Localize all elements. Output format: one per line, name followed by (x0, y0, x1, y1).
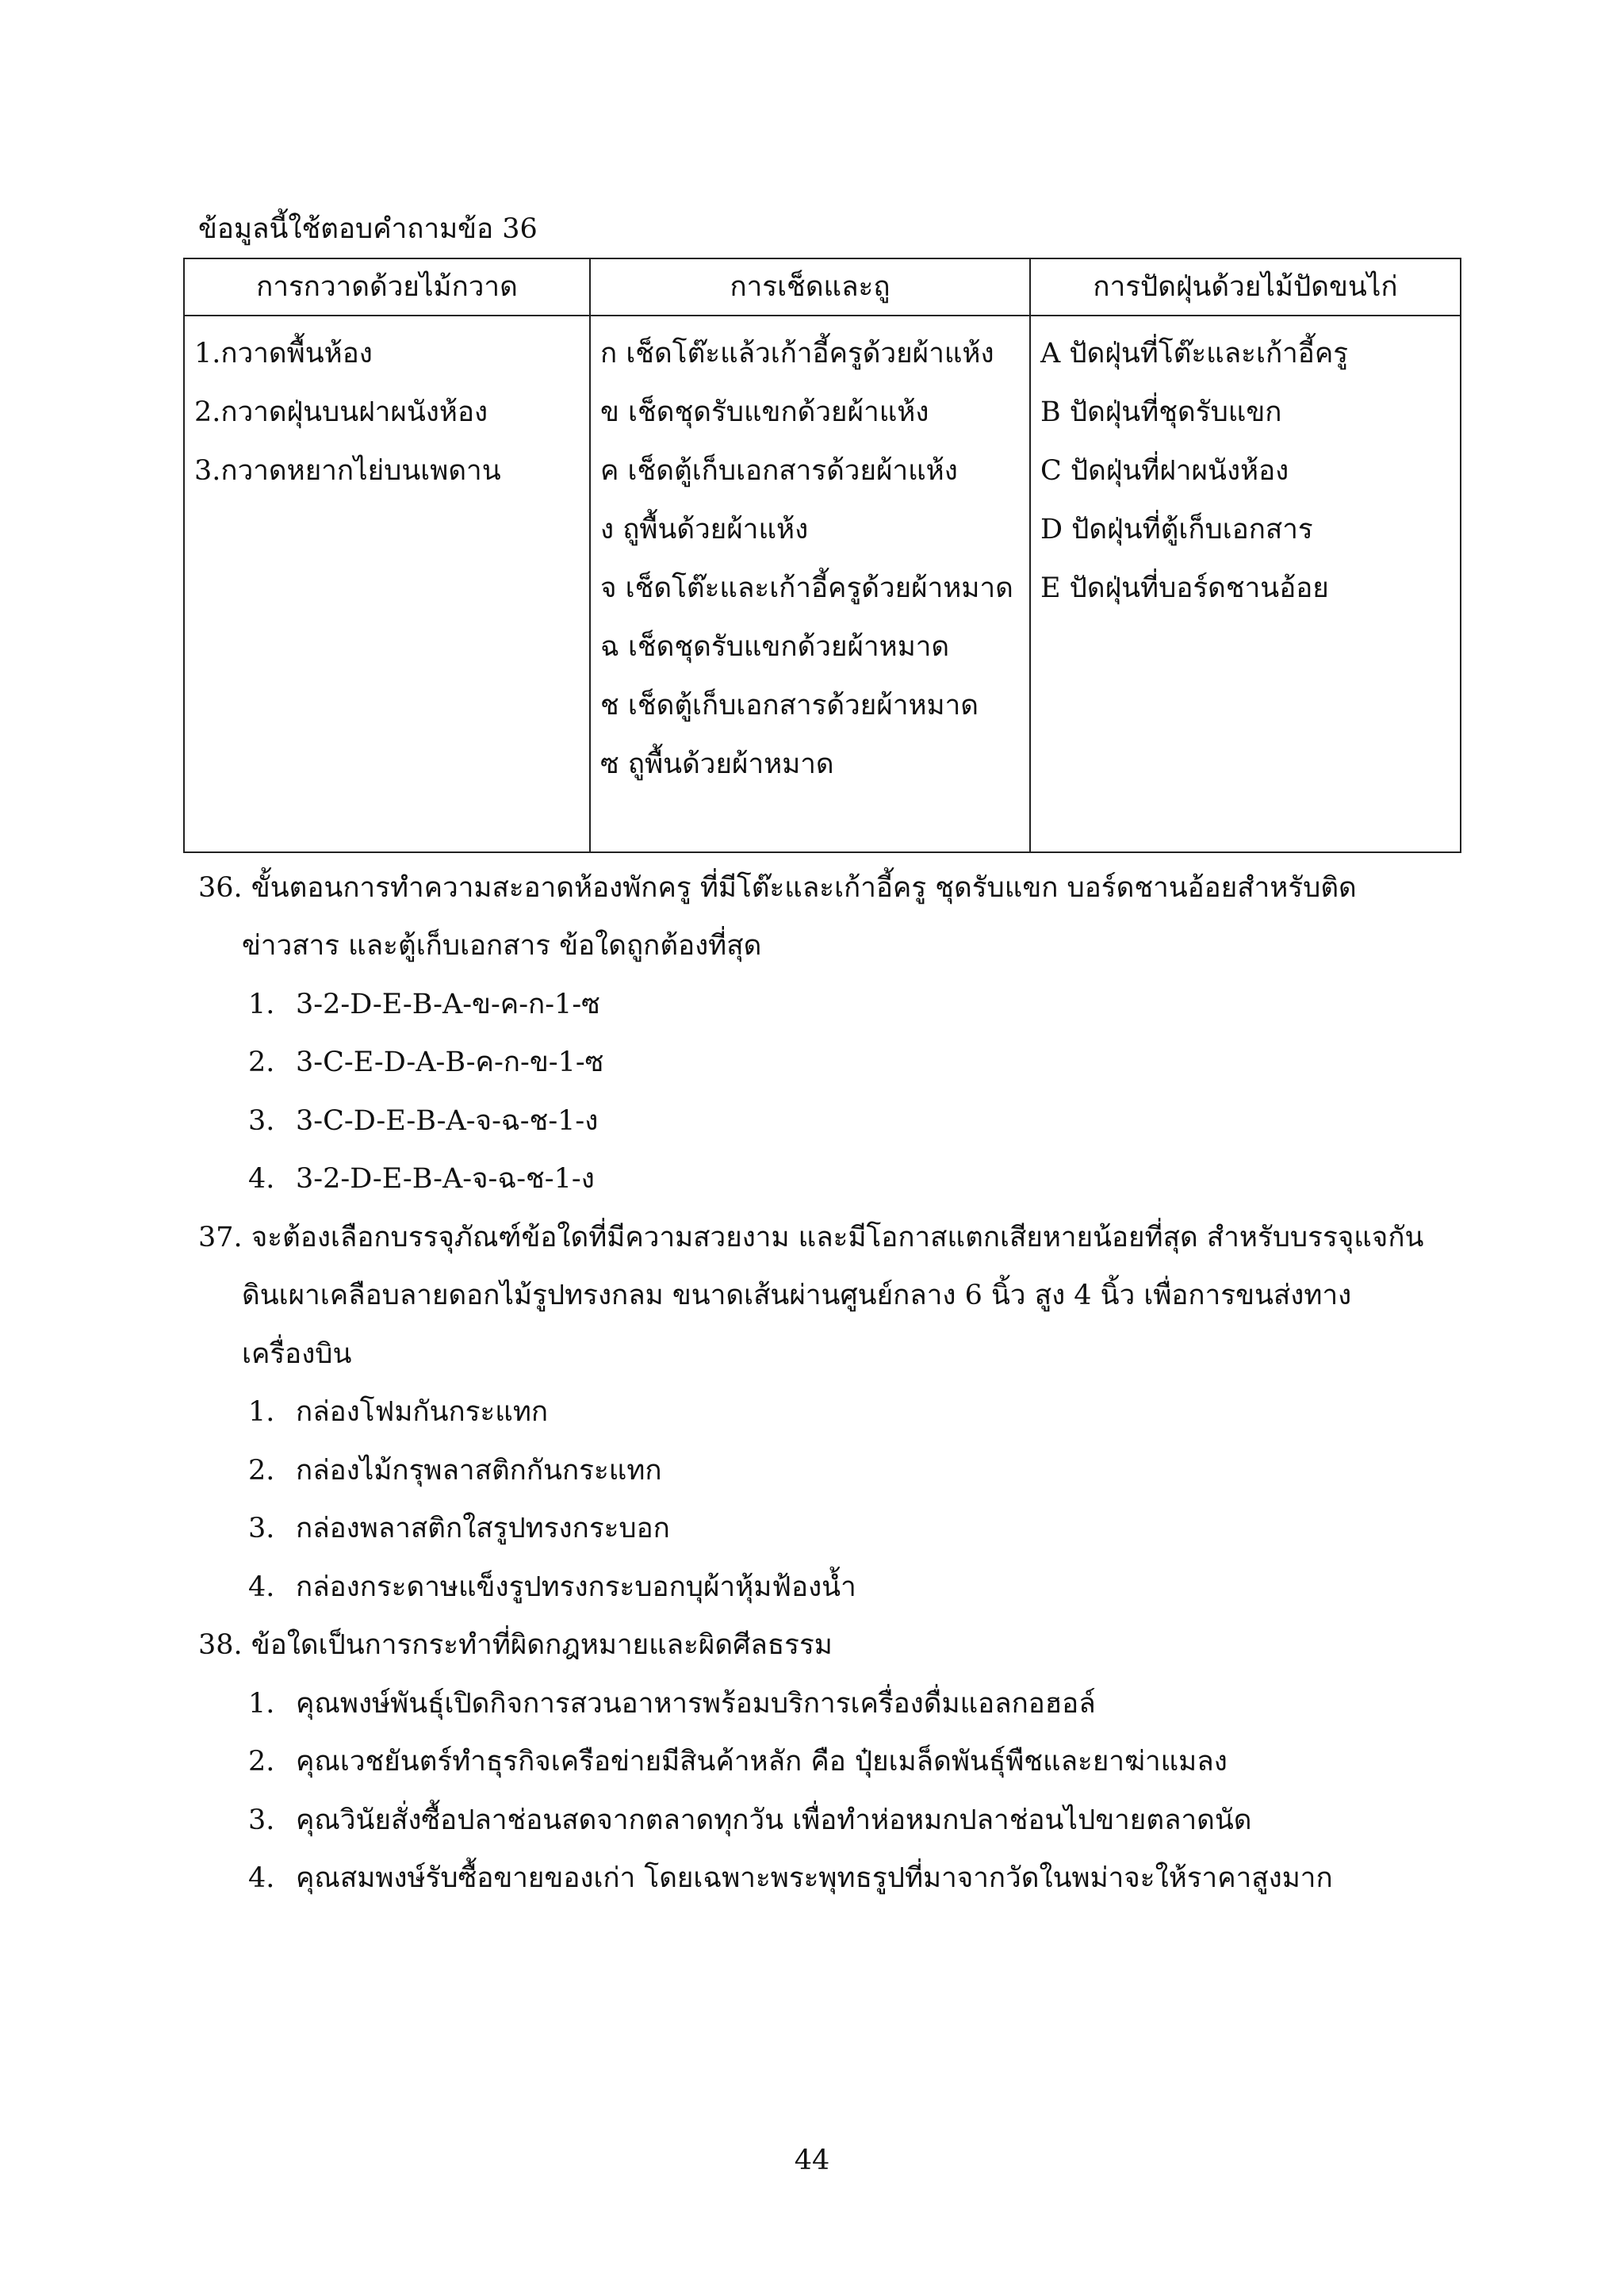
question-37-line-3: เครื่องบิน (242, 1338, 352, 1370)
question-36-option-3: 3. 3-C-D-E-B-A-จ-ฉ-ช-1-ง (248, 1105, 599, 1137)
question-37-option-4: 4. กล่องกระดาษแข็งรูปทรงกระบอกบุผ้าหุ้มฟ้องน้ำ (248, 1571, 856, 1603)
list-item: ข เช็ดชุดรับแขกด้วยผ้าแห้ง (600, 396, 929, 428)
header-wiping: การเช็ดและถู (590, 258, 1030, 316)
list-item: C ปัดฝุ่นที่ฝาผนังห้อง (1040, 455, 1289, 487)
header-dusting: การปัดฝุ่นด้วยไม้ปัดขนไก่ (1030, 258, 1461, 316)
question-37-option-1: 1. กล่องโฟมกันกระแทก (248, 1396, 549, 1428)
list-item: ก เช็ดโต๊ะแล้วเก้าอี้ครูด้วยผ้าแห้ง (600, 338, 994, 369)
question-38-option-1: 1. คุณพงษ์พันธุ์เปิดกิจการสวนอาหารพร้อมบริการเครื่องดื่มแอลกอฮอล์ (248, 1688, 1096, 1720)
question-37-line-1: 37. จะต้องเลือกบรรจุภัณฑ์ข้อใดที่มีความสวยงาม และมีโอกาสแตกเสียหายน้อยที่สุด สำหรับบรรจุแจกัน (198, 1222, 1424, 1253)
list-item: D ปัดฝุ่นที่ตู้เก็บเอกสาร (1040, 514, 1313, 545)
question-38-option-2: 2. คุณเวชยันตร์ทำธุรกิจเครือข่ายมีสินค้าหลัก คือ ปุ๋ยเมล็ดพันธุ์พืชและยาฆ่าแมลง (248, 1746, 1228, 1777)
list-item: ค เช็ดตู้เก็บเอกสารด้วยผ้าแห้ง (600, 455, 958, 487)
question-38-option-4: 4. คุณสมพงษ์รับซื้อขายของเก่า โดยเฉพาะพระพุทธรูปที่มาจากวัดในพม่าจะให้ราคาสูงมาก (248, 1862, 1333, 1894)
list-item: E ปัดฝุ่นที่บอร์ดชานอ้อย (1040, 572, 1329, 604)
question-37-line-2: ดินเผาเคลือบลายดอกไม้รูปทรงกลม ขนาดเส้นผ่านศูนย์กลาง 6 นิ้ว สูง 4 นิ้ว เพื่อการขนส่งทาง (242, 1280, 1352, 1311)
question-36-line-1: 36. ขั้นตอนการทำความสะอาดห้องพักครู ที่มีโต๊ะและเก้าอี้ครู ชุดรับแขก บอร์ดชานอ้อยสำหรับติด (198, 872, 1357, 904)
question-36-line-2: ข่าวสาร และตู้เก็บเอกสาร ข้อใดถูกต้องที่สุด (242, 930, 762, 962)
list-item: A ปัดฝุ่นที่โต๊ะและเก้าอี้ครู (1040, 338, 1349, 369)
list-item: 2.กวาดฝุ่นบนฝาผนังห้อง (194, 396, 488, 428)
question-37-option-2: 2. กล่องไม้กรุพลาสติกกันกระแทก (248, 1455, 662, 1487)
question-38-line-1: 38. ข้อใดเป็นการกระทำที่ผิดกฎหมายและผิดศีลธรรม (198, 1629, 833, 1661)
sweeping-cell (184, 316, 590, 852)
list-item: 3.กวาดหยากไย่บนเพดาน (194, 455, 501, 487)
question-37-option-3: 3. กล่องพลาสติกใสรูปทรงกระบอก (248, 1513, 670, 1544)
page-number: 44 (794, 2145, 830, 2176)
list-item: ช เช็ดตู้เก็บเอกสารด้วยผ้าหมาด (600, 690, 979, 721)
wiping-cell (590, 316, 1030, 852)
table-intro: ข้อมูลนี้ใช้ตอบคำถามข้อ 36 (198, 213, 538, 245)
dusting-cell (1030, 316, 1461, 852)
question-38-option-3: 3. คุณวินัยสั่งซื้อปลาช่อนสดจากตลาดทุกวัน เพื่อทำห่อหมกปลาช่อนไปขายตลาดนัด (248, 1804, 1252, 1836)
reference-table (183, 258, 1461, 853)
list-item: ซ ถูพื้นด้วยผ้าหมาด (600, 748, 834, 780)
question-36-option-2: 2. 3-C-E-D-A-B-ค-ก-ข-1-ซ (248, 1047, 604, 1078)
list-item: B ปัดฝุ่นที่ชุดรับแขก (1040, 396, 1282, 428)
list-item: 1.กวาดพื้นห้อง (194, 338, 373, 369)
table-body-row (184, 316, 1461, 852)
table-header-row (184, 258, 1461, 316)
list-item: จ เช็ดโต๊ะและเก้าอี้ครูด้วยผ้าหมาด (600, 572, 1013, 604)
question-36-option-1: 1. 3-2-D-E-B-A-ข-ค-ก-1-ซ (248, 989, 600, 1020)
header-sweeping: การกวาดด้วยไม้กวาด (184, 258, 590, 316)
list-item: ง ถูพื้นด้วยผ้าแห้ง (600, 514, 809, 545)
list-item: ฉ เช็ดชุดรับแขกด้วยผ้าหมาด (600, 631, 950, 663)
question-36-option-4: 4. 3-2-D-E-B-A-จ-ฉ-ช-1-ง (248, 1163, 595, 1195)
